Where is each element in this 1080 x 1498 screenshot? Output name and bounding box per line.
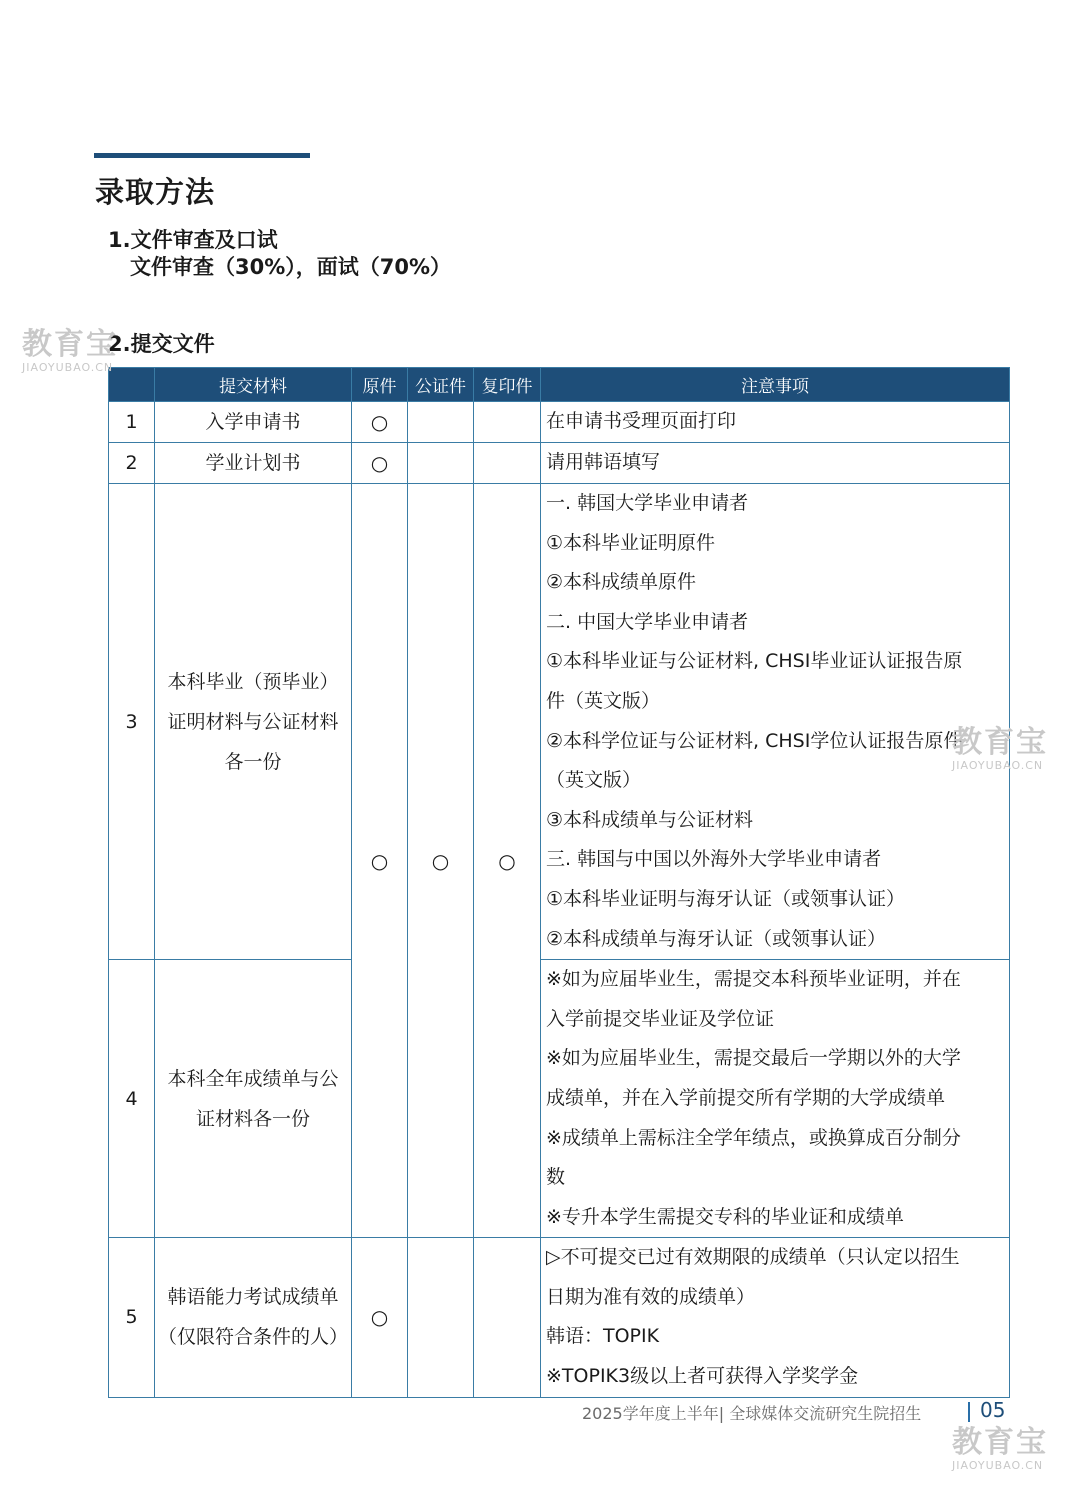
table-row bbox=[109, 960, 1010, 1238]
note-line: 在申请书受理页面打印 bbox=[546, 410, 737, 433]
material-name-line: 证明材料与公证材料 bbox=[167, 710, 339, 733]
material-name-line: 本科全年成绩单与公 bbox=[167, 1067, 339, 1090]
note-line: ※TOPIK3级以上者可获得入学奖学金 bbox=[546, 1365, 859, 1388]
section-1-heading: 1.文件审查及口试 bbox=[108, 228, 278, 252]
notarized-mark: ○ bbox=[408, 484, 474, 1238]
copy-cell bbox=[474, 402, 541, 443]
original-mark: ○ bbox=[352, 484, 408, 1238]
material-name-line: 韩语能力考试成绩单 bbox=[167, 1286, 339, 1309]
watermark-logo: 教育宝 JIAOYUBAO.CN bbox=[952, 725, 1048, 772]
note-line: ①本科毕业证明与海牙认证（或领事认证） bbox=[546, 887, 906, 910]
footer-text: 2025学年度上半年| 全球媒体交流研究生院招生 bbox=[582, 1404, 922, 1423]
watermark-logo: 教育宝 JIAOYUBAO.CN bbox=[22, 327, 118, 374]
notes-cell bbox=[541, 960, 1010, 1238]
notes-cell bbox=[541, 1238, 1010, 1397]
table-row bbox=[109, 484, 1010, 960]
note-line: ③本科成绩单与公证材料 bbox=[546, 808, 754, 831]
copy-cell bbox=[474, 443, 541, 484]
note-line: 日期为准有效的成绩单） bbox=[546, 1285, 756, 1308]
watermark-logo: 教育宝 JIAOYUBAO.CN bbox=[952, 1425, 1048, 1472]
row-number: 3 bbox=[109, 484, 155, 960]
note-line: 一. 韩国大学毕业申请者 bbox=[546, 492, 749, 514]
material-name: 入学申请书 bbox=[155, 402, 352, 443]
copy-cell bbox=[474, 1238, 541, 1397]
material-name bbox=[155, 1238, 352, 1397]
original-mark: ○ bbox=[352, 1238, 408, 1397]
notes-cell bbox=[541, 402, 1010, 443]
note-line: ※成绩单上需标注全学年绩点，或换算成百分制分 bbox=[546, 1126, 961, 1149]
note-line: ※如为应届毕业生，需提交最后一学期以外的大学 bbox=[546, 1047, 961, 1070]
documents-table bbox=[108, 367, 1010, 1398]
note-line: 二. 中国大学毕业申请者 bbox=[546, 610, 749, 633]
material-name-line: 证材料各一份 bbox=[195, 1107, 310, 1130]
note-line: 数 bbox=[546, 1166, 566, 1189]
original-mark: ○ bbox=[352, 402, 408, 443]
note-line: ②本科学位证与公证材料, CHSI学位认证报告原件 bbox=[546, 729, 963, 752]
notarized-cell bbox=[408, 1238, 474, 1397]
note-line: ①本科毕业证与公证材料, CHSI毕业证认证报告原 bbox=[546, 650, 963, 673]
note-line: ②本科成绩单原件 bbox=[546, 571, 697, 594]
material-name-line: 各一份 bbox=[224, 750, 282, 773]
section-2-heading: 2.提交文件 bbox=[108, 332, 215, 356]
table-header-row bbox=[109, 368, 1010, 402]
section-1-detail: 文件审查（30%），面试（70%） bbox=[130, 255, 452, 279]
note-line: ※专升本学生需提交专科的毕业证和成绩单 bbox=[546, 1205, 904, 1228]
original-mark: ○ bbox=[352, 443, 408, 484]
note-line: 成绩单，并在入学前提交所有学期的大学成绩单 bbox=[546, 1086, 946, 1109]
header-material: 提交材料 bbox=[155, 368, 352, 402]
page-number: 05 bbox=[980, 1398, 1006, 1422]
table-row bbox=[109, 402, 1010, 443]
note-line: ①本科毕业证明原件 bbox=[546, 531, 716, 554]
material-name-line: 本科毕业（预毕业） bbox=[167, 670, 339, 693]
row-number: 5 bbox=[109, 1238, 155, 1397]
note-line: 三. 韩国与中国以外海外大学毕业申请者 bbox=[546, 848, 882, 871]
note-line: 请用韩语填写 bbox=[546, 451, 661, 474]
note-line: 入学前提交毕业证及学位证 bbox=[546, 1007, 775, 1030]
table-row bbox=[109, 443, 1010, 484]
notes-cell bbox=[541, 484, 1010, 960]
note-line: ※如为应届毕业生，需提交本科预毕业证明，并在 bbox=[546, 968, 961, 991]
header-copy: 复印件 bbox=[474, 368, 541, 402]
note-line: 韩语：TOPIK bbox=[546, 1325, 660, 1348]
notarized-cell bbox=[408, 443, 474, 484]
row-number: 4 bbox=[109, 960, 155, 1238]
page-title: 录取方法 bbox=[95, 175, 216, 209]
title-accent-rule bbox=[94, 153, 310, 158]
copy-mark: ○ bbox=[474, 484, 541, 1238]
row-number: 1 bbox=[109, 402, 155, 443]
material-name bbox=[155, 484, 352, 960]
note-line: ▷不可提交已过有效期限的成绩单（只认定以招生 bbox=[546, 1246, 960, 1269]
material-name bbox=[155, 960, 352, 1238]
row-number: 2 bbox=[109, 443, 155, 484]
material-name: 学业计划书 bbox=[155, 443, 352, 484]
notarized-cell bbox=[408, 402, 474, 443]
note-line: 件（英文版） bbox=[546, 689, 661, 712]
footer-divider bbox=[968, 1402, 970, 1422]
material-name-line: （仅限符合条件的人） bbox=[157, 1326, 348, 1349]
header-original: 原件 bbox=[352, 368, 408, 402]
table-row bbox=[109, 1238, 1010, 1397]
header-notes: 注意事项 bbox=[541, 368, 1010, 402]
notes-cell bbox=[541, 443, 1010, 484]
note-line: ②本科成绩单与海牙认证（或领事认证） bbox=[546, 927, 887, 950]
header-number bbox=[109, 368, 155, 402]
header-notarized: 公证件 bbox=[408, 368, 474, 402]
note-line: （英文版） bbox=[546, 769, 642, 792]
